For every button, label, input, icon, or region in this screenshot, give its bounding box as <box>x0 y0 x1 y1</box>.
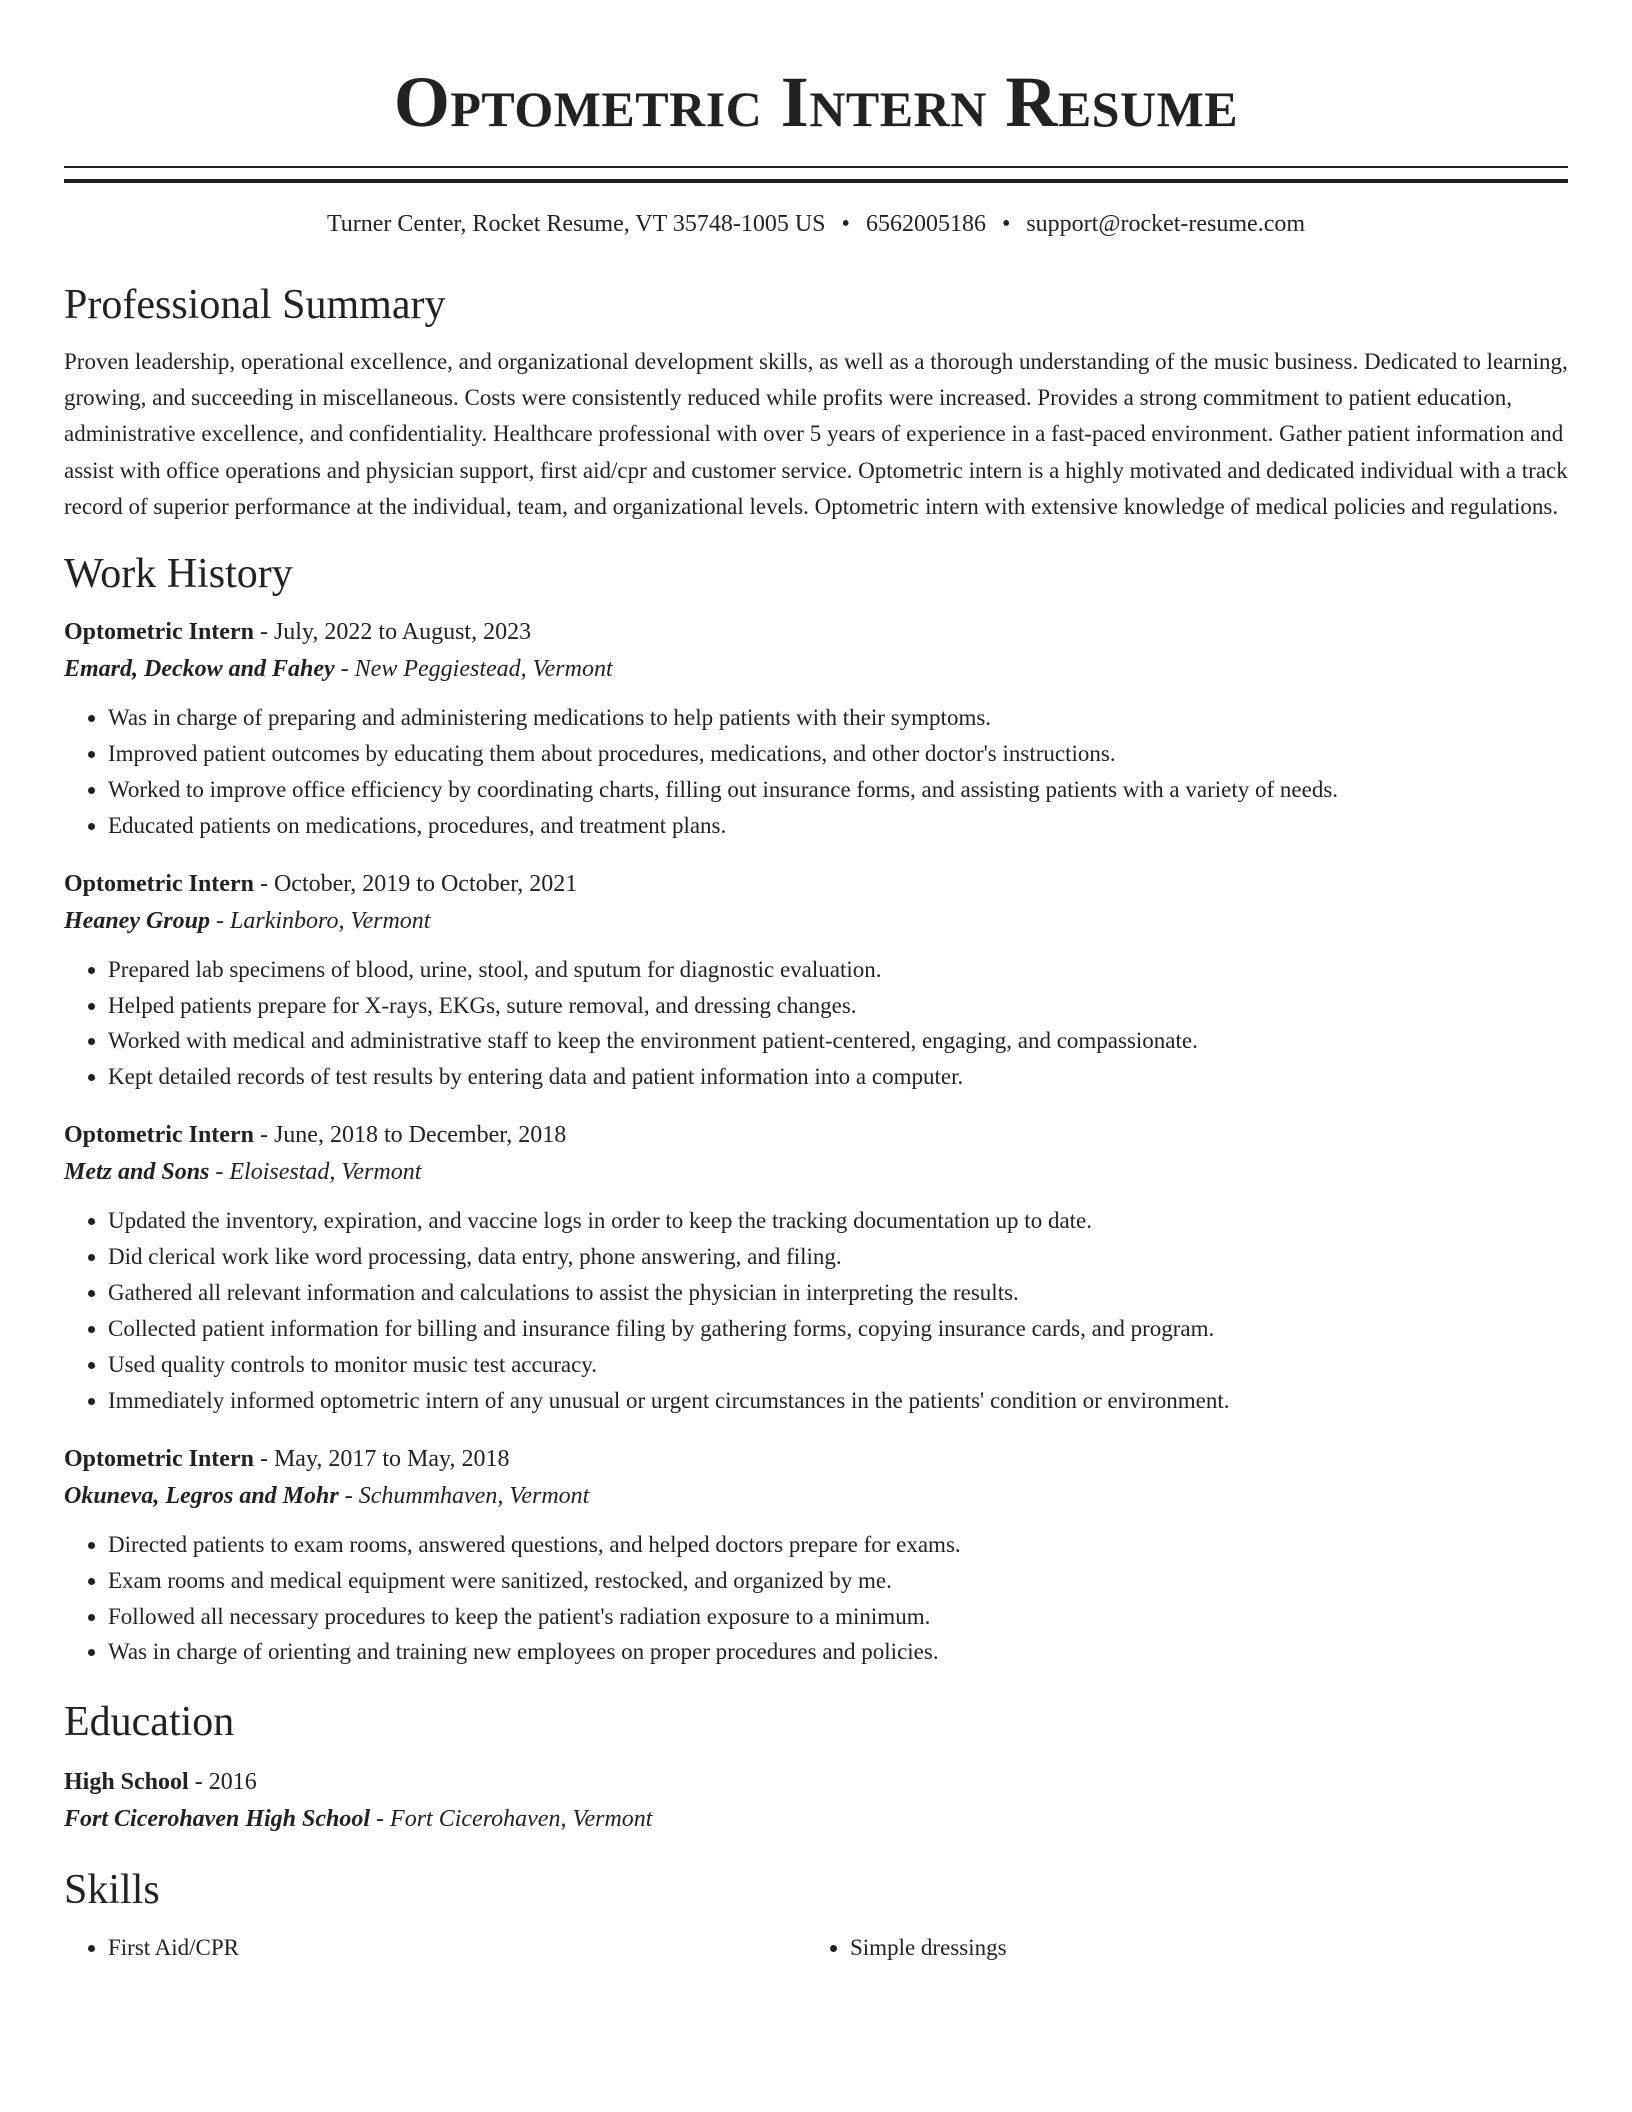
job-bullet-list <box>64 1203 1568 1418</box>
job-bullet: • Directed patients to exam rooms, answered questions, and helped doctors prepare for exams. <box>108 1527 1568 1563</box>
job-location: New Peggiestead, Vermont <box>354 656 613 683</box>
professional-summary-text: Proven leadership, operational excellence, and organizational development skills, as well as a thorough understanding of the music business. Dedicated to learning, growing, and succeeding in miscellaneous. Costs were consistently reduced while profits were increased. Provides a strong commitment to patient education, administrative excellence, and confidentiality. Healthcare professional with over 5 years of experience in a fast-paced environment. Gather patient information and assist with office operations and physician support, first aid/cpr and customer service. Optometric intern is a highly motivated and dedicated individual with a track record of superior performance at the individual, team, and organizational levels. Optometric intern with extensive knowledge of medical policies and regulations. <box>64 349 1568 519</box>
job-dash: - <box>253 1445 274 1472</box>
job-dates: May, 2017 to May, 2018 <box>273 1445 510 1472</box>
skill-item: • First Aid/CPR <box>108 1930 806 1966</box>
job-dash: - <box>253 1122 274 1149</box>
skills-heading: Skills <box>64 1867 160 1914</box>
education-year: 2016 <box>208 1769 257 1796</box>
job-dash: - <box>253 619 274 646</box>
job-company-line <box>64 650 1568 688</box>
job-bullet: • Worked to improve office efficiency by coordinating charts, filling out insurance forms, and assisting patients with a variety of needs. <box>108 772 1568 808</box>
education-school: Fort Cicerohaven High School <box>64 1806 371 1833</box>
job-company-line <box>64 902 1568 940</box>
job-bullet: • Exam rooms and medical equipment were sanitized, restocked, and organized by me. <box>108 1563 1568 1599</box>
job-company: Metz and Sons <box>64 1159 210 1186</box>
education-dash: - <box>188 1769 209 1796</box>
education-location: Fort Cicerohaven, Vermont <box>390 1806 653 1833</box>
contact-email: support@rocket-resume.com <box>1026 211 1306 237</box>
job-dates: July, 2022 to August, 2023 <box>273 619 532 646</box>
job-entry <box>64 1117 1568 1418</box>
job-role-line <box>64 1117 1568 1153</box>
job-role: Optometric Intern <box>64 619 254 646</box>
job-bullet: • Was in charge of preparing and administering medications to help patients with their symptoms. <box>108 700 1568 736</box>
job-company-line <box>64 1153 1568 1191</box>
job-dash: - <box>210 907 230 934</box>
contact-separator: • <box>841 211 850 237</box>
job-role-line <box>64 614 1568 650</box>
job-bullet: • Educated patients on medications, procedures, and treatment plans. <box>108 808 1568 844</box>
job-dash: - <box>334 656 355 683</box>
education-degree: High School <box>64 1769 189 1796</box>
education-entry <box>64 1764 1568 1838</box>
job-entry <box>64 1441 1568 1671</box>
contact-address: Turner Center, Rocket Resume, VT 35748-1005 US <box>326 211 826 237</box>
job-dash: - <box>253 870 274 897</box>
job-company-line <box>64 1477 1568 1515</box>
job-bullet: • Kept detailed records of test results by entering data and patient information into a computer. <box>108 1059 1568 1095</box>
job-dash: - <box>209 1159 230 1186</box>
job-company: Okuneva, Legros and Mohr <box>64 1482 339 1509</box>
contact-separator: • <box>1001 211 1011 237</box>
job-bullet: • Did clerical work like word processing, data entry, phone answering, and filing. <box>108 1239 1568 1275</box>
job-bullet-list <box>64 700 1568 844</box>
title-double-rule <box>64 166 1568 183</box>
job-role: Optometric Intern <box>64 1445 254 1472</box>
education-school-line <box>64 1800 1568 1838</box>
education-dash: - <box>370 1806 391 1833</box>
job-bullet: • Updated the inventory, expiration, and vaccine logs in order to keep the tracking documentation up to date. <box>108 1203 1568 1239</box>
job-bullet: • Worked with medical and administrative staff to keep the environment patient-centered, engaging, and compassionate. <box>108 1023 1568 1059</box>
job-company: Heaney Group <box>64 907 210 934</box>
job-bullet: • Followed all necessary procedures to keep the patient's radiation exposure to a minimum. <box>108 1599 1568 1635</box>
skill-item: • Simple dressings <box>850 1930 1548 1966</box>
professional-summary-heading: Professional Summary <box>64 282 446 328</box>
job-bullet-list <box>64 952 1568 1096</box>
job-role: Optometric Intern <box>64 1122 254 1149</box>
job-bullet: • Improved patient outcomes by educating them about procedures, medications, and other doctor's instructions. <box>108 736 1568 772</box>
skills-list-left <box>64 1930 806 1966</box>
skills-grid <box>64 1930 1568 1966</box>
job-role-line <box>64 1441 1568 1477</box>
job-location: Eloisestad, Vermont <box>229 1159 422 1186</box>
job-location: Schummhaven, Vermont <box>358 1482 590 1509</box>
job-bullet: • Was in charge of orienting and training new employees on proper procedures and policies. <box>108 1634 1568 1670</box>
job-bullet: • Collected patient information for billing and insurance filing by gathering forms, copying insurance cards, and program. <box>108 1311 1568 1347</box>
education-heading: Education <box>64 1699 235 1746</box>
job-bullet: • Immediately informed optometric intern of any unusual or urgent circumstances in the patients' condition or environment. <box>108 1383 1568 1419</box>
resume-page <box>64 0 1568 1966</box>
job-bullet: • Helped patients prepare for X-rays, EKGs, suture removal, and dressing changes. <box>108 988 1568 1024</box>
job-role-line <box>64 866 1568 902</box>
job-dates: October, 2019 to October, 2021 <box>273 870 578 897</box>
skills-list-right <box>806 1930 1548 1966</box>
education-degree-line <box>64 1764 1568 1800</box>
job-bullet: • Prepared lab specimens of blood, urine, stool, and sputum for diagnostic evaluation. <box>108 952 1568 988</box>
job-dates: June, 2018 to December, 2018 <box>273 1122 567 1149</box>
job-role: Optometric Intern <box>64 870 254 897</box>
job-entry <box>64 614 1568 844</box>
job-bullet: • Used quality controls to monitor music test accuracy. <box>108 1347 1568 1383</box>
job-bullet: • Gathered all relevant information and calculations to assist the physician in interpreting the results. <box>108 1275 1568 1311</box>
job-entry <box>64 866 1568 1096</box>
contact-line <box>64 207 1568 241</box>
job-dash: - <box>338 1482 359 1509</box>
contact-phone: 6562005186 <box>865 211 986 237</box>
job-company: Emard, Deckow and Fahey <box>64 656 335 683</box>
job-bullet-list <box>64 1527 1568 1671</box>
job-location: Larkinboro, Vermont <box>230 907 431 934</box>
resume-title: Optometric Intern Resume <box>393 62 1239 142</box>
work-history-heading: Work History <box>64 551 293 598</box>
